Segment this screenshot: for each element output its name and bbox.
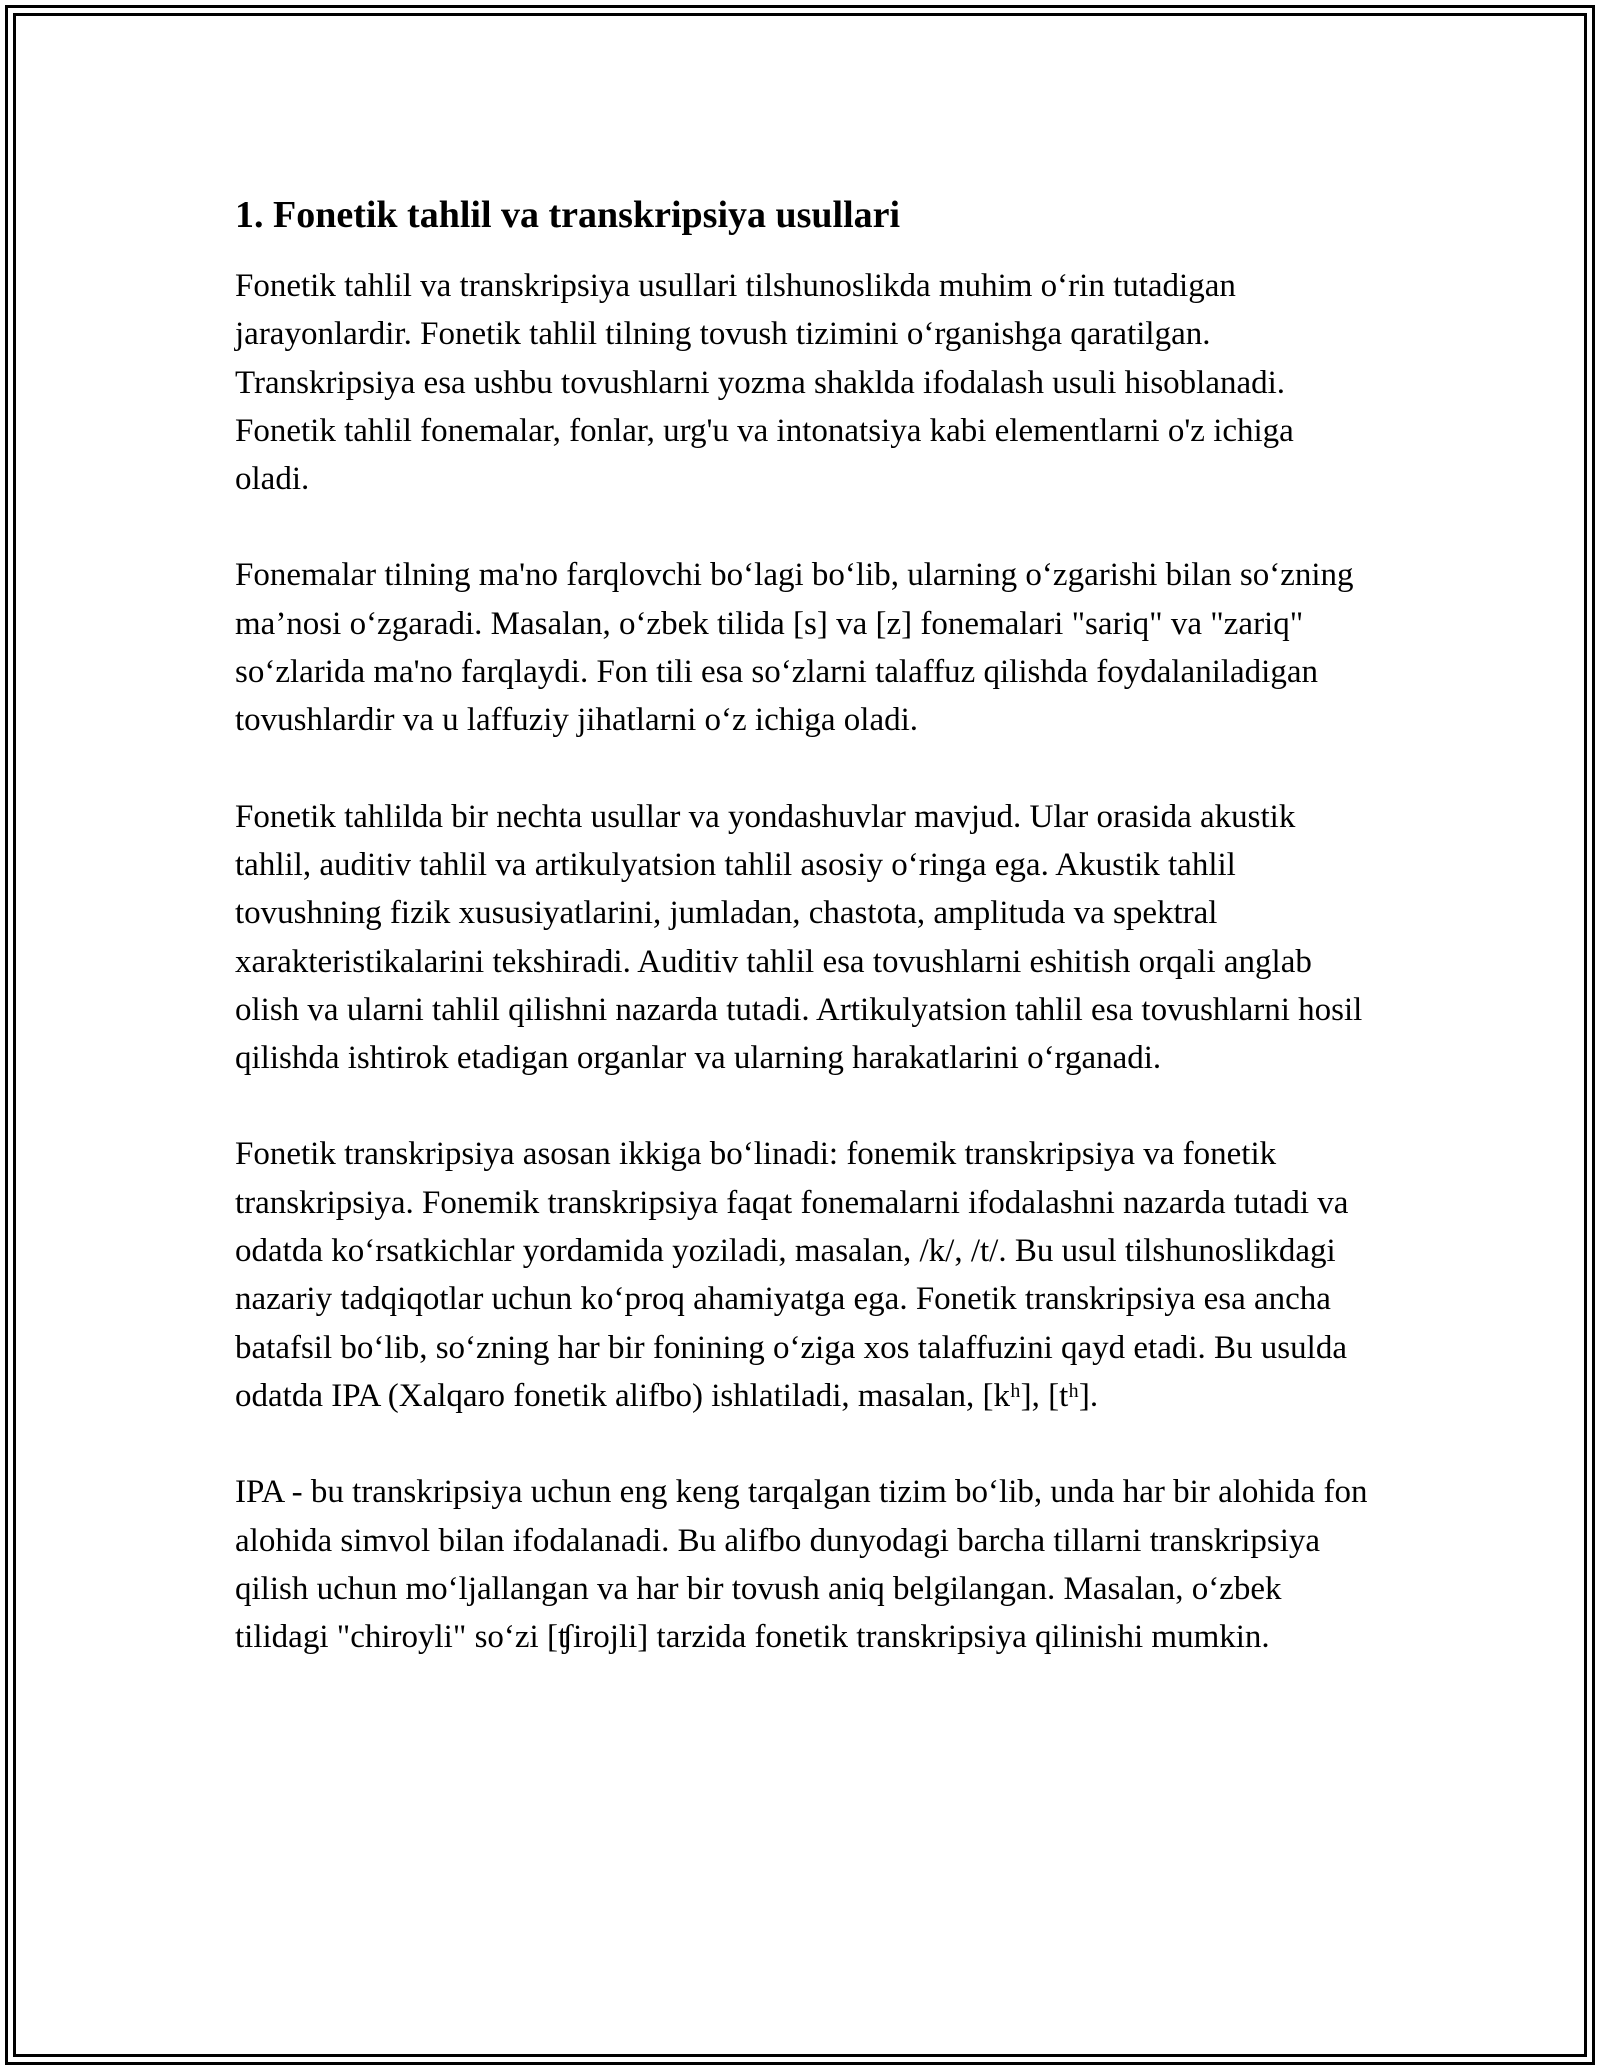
paragraph-ipa: IPA - bu transkripsiya uchun eng keng tarqalgan tizim bo‘lib, unda har bir alohida fon alohida simvol bilan ifodalanadi. Bu alifbo dunyodagi barcha tillarni transkripsiya qilish uchun mo‘ljallangan va har bir tovush aniq belgilangan. Masalan, o‘zbek tilidagi "chiroyli" so‘zi [ʧirojli] tarzida fonetik transkripsiya qilinishi mumkin.	[235, 1474, 1368, 1656]
section-heading: 1. Fonetik tahlil va transkripsiya usullari	[235, 194, 901, 236]
paragraph-transcription-types: Fonetik transkripsiya asosan ikkiga bo‘linadi: fonemik transkripsiya va fonetik transkripsiya. Fonemik transkripsiya faqat fonemalarni ifodalashni nazarda tutadi va odatda ko‘rsatkichlar yordamida yoziladi, masalan, /k/, /t/. Bu usul tilshunoslikdagi nazariy tadqiqotlar uchun ko‘proq ahamiyatga ega. Fonetik transkripsiya esa ancha batafsil bo‘lib, so‘zning har bir fonining o‘ziga xos talaffuzini qayd etadi. Bu usulda odatda IPA (Xalqaro fonetik alifbo) ishlatiladi, masalan, [kʰ], [tʰ].	[235, 1136, 1349, 1414]
paragraph-intro: Fonetik tahlil va transkripsiya usullari tilshunoslikda muhim o‘rin tutadigan jarayonlardir. Fonetik tahlil tilning tovush tizimini o‘rganishga qaratilgan. Transkripsiya esa ushbu tovushlarni yozma shaklda ifodalash usuli hisoblanadi. Fonetik tahlil fonemalar, fonlar, urg'u va intonatsiya kabi elementlarni o'z ichiga oladi.	[235, 268, 1294, 498]
paragraph-analysis-methods: Fonetik tahlilda bir nechta usullar va yondashuvlar mavjud. Ular orasida akustik tahlil, auditiv tahlil va artikulyatsion tahlil asosiy o‘ringa ega. Akustik tahlil tovushning fizik xususiyatlarini, jumladan, chastota, amplituda va spektral xarakteristikalarini tekshiradi. Auditiv tahlil esa tovushlarni eshitish orqali anglab olish va ularni tahlil qilishni nazarda tutadi. Artikulyatsion tahlil esa tovushlarni hosil qilishda ishtirok etadigan organlar va ularning harakatlarini o‘rganadi.	[235, 798, 1363, 1077]
document-body	[235, 188, 1375, 1661]
paragraph-phonemes: Fonemalar tilning ma'no farqlovchi bo‘lagi bo‘lib, ularning o‘zgarishi bilan so‘zning ma’nosi o‘zgaradi. Masalan, o‘zbek tilida [s] va [z] fonemalari "sariq" va "zariq" so‘zlarida ma'no farqlaydi. Fon tili esa so‘zlarni talaffuz qilishda foydalaniladigan tovushlardir va u laffuziy jihatlarni o‘z ichiga oladi.	[235, 557, 1354, 739]
